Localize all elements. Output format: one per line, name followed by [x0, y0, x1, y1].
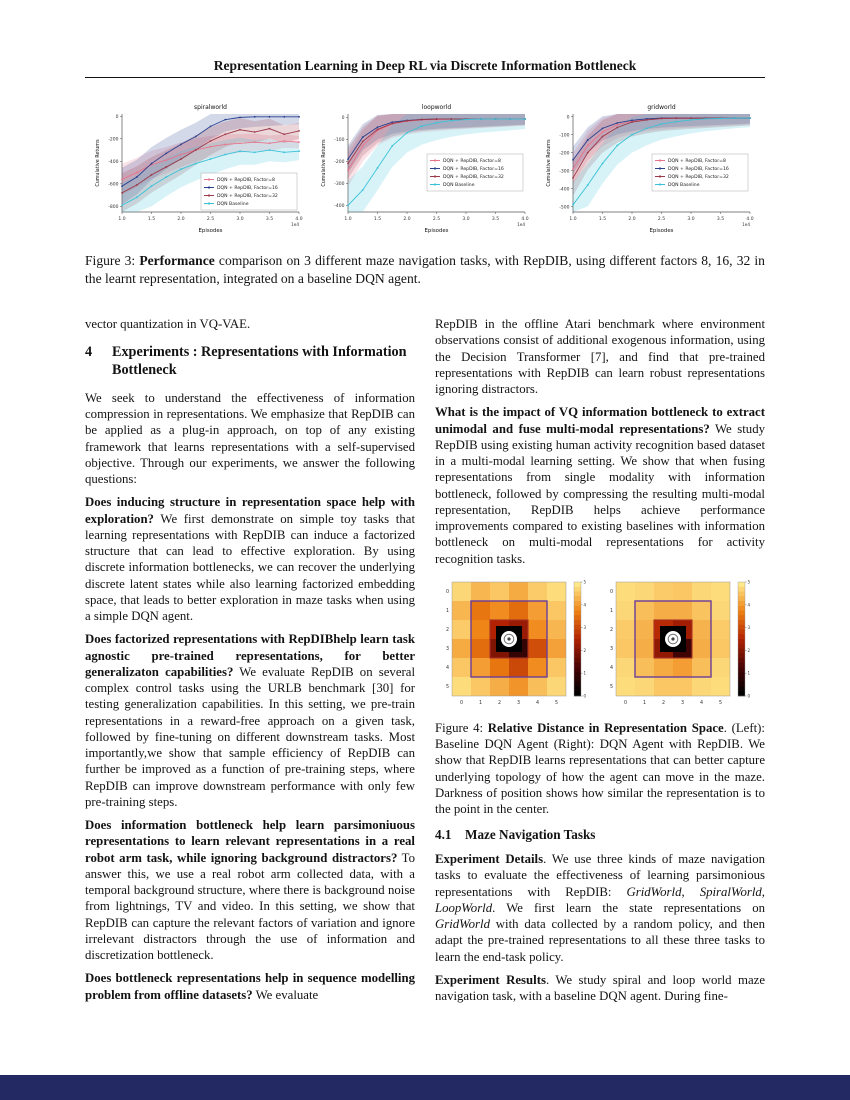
section-title: Experiments : Representations with Information Bottleneck	[112, 344, 407, 378]
svg-text:-100: -100	[333, 138, 344, 144]
svg-text:-300: -300	[559, 169, 570, 175]
figure4-caption: Figure 4: Relative Distance in Representation Space. (Left): Baseline DQN Agent (Right): DQN Agent with RepDIB. We show that RepDIB learns representations that can better capture underlying topology of how the agent can move in the maze. Darkness of position shows how similar the representation is to the point in the center.	[435, 720, 765, 816]
paragraph: RepDIB in the offline Atari benchmark where environment observations consist of additional exogenous information, using the Decision Transformer [7], and find that pre-trained representations with RepDIB can learn robust representations ignoring distractors.	[435, 317, 765, 396]
svg-text:3: 3	[609, 646, 613, 652]
svg-text:-400: -400	[559, 187, 570, 193]
svg-text:2: 2	[497, 700, 502, 706]
figure3	[92, 100, 758, 240]
svg-text:1: 1	[747, 670, 751, 676]
svg-text:4.0: 4.0	[295, 217, 303, 222]
svg-text:1: 1	[583, 670, 587, 676]
svg-text:-300: -300	[333, 182, 344, 188]
svg-text:1.0: 1.0	[569, 217, 577, 222]
svg-text:4: 4	[535, 700, 540, 706]
two-column-body	[85, 316, 765, 1011]
svg-text:-500: -500	[559, 205, 570, 211]
svg-text:1.5: 1.5	[598, 217, 607, 222]
paragraph: Does inducing structure in representation space help with exploration? We first demonstrate on simple toy tasks that learning representations with RepDIB can induce a factorized structure that can lead to effective exploration. By using discrete information bottlenecks, we can recover the underlying discrete latent states while also learning factorized embedding space, that leads to better exploration in maze tasks when using a simple DQN agent.	[85, 495, 415, 623]
svg-text:DQN + RepDIB, Factor=8: DQN + RepDIB, Factor=8	[668, 159, 726, 165]
svg-text:-100: -100	[559, 133, 570, 139]
bottom-dark-bar	[0, 1075, 850, 1100]
svg-text:2: 2	[445, 627, 449, 633]
section-heading	[85, 344, 415, 380]
svg-text:5: 5	[747, 579, 751, 585]
svg-text:2: 2	[747, 647, 751, 653]
svg-text:5: 5	[583, 579, 587, 585]
svg-text:4: 4	[445, 665, 449, 671]
svg-text:0: 0	[566, 115, 570, 121]
svg-text:DQN + RepDIB, Factor=32: DQN + RepDIB, Factor=32	[442, 175, 504, 181]
svg-text:-200: -200	[559, 151, 570, 157]
svg-text:5: 5	[609, 684, 613, 690]
svg-text:4.0: 4.0	[746, 217, 754, 222]
svg-text:0: 0	[583, 693, 587, 699]
svg-text:4: 4	[583, 602, 587, 608]
svg-text:4.0: 4.0	[520, 217, 529, 222]
paragraph: Experiment Results. We study spiral and loop world maze navigation task, with a baseline DQN agent. During fine-	[435, 972, 765, 1004]
svg-text:0: 0	[341, 116, 344, 122]
svg-text:DQN Baseline: DQN Baseline	[442, 183, 475, 189]
paragraph: vector quantization in VQ-VAE.	[85, 317, 251, 331]
svg-text:DQN + RepDIB, Factor=16: DQN + RepDIB, Factor=16	[217, 186, 278, 192]
left-column	[85, 316, 415, 1011]
svg-text:2.0: 2.0	[177, 217, 185, 222]
svg-text:2.5: 2.5	[206, 217, 215, 222]
svg-text:0: 0	[609, 589, 613, 595]
svg-text:3: 3	[583, 624, 587, 630]
baseline-heatmap	[438, 574, 598, 714]
svg-text:3.0: 3.0	[687, 217, 695, 222]
svg-text:3.5: 3.5	[265, 217, 274, 222]
svg-text:3.0: 3.0	[236, 217, 244, 222]
svg-text:3.5: 3.5	[716, 217, 725, 222]
subsection-title: Maze Navigation Tasks	[465, 827, 596, 843]
svg-text:5: 5	[718, 700, 723, 706]
svg-text:0: 0	[115, 114, 119, 120]
svg-text:1: 1	[478, 700, 483, 706]
svg-text:4: 4	[609, 665, 613, 671]
subsection-heading	[435, 827, 765, 844]
svg-text:-200: -200	[333, 160, 344, 166]
svg-text:-200: -200	[108, 137, 119, 143]
svg-text:DQN + RepDIB, Factor=32: DQN + RepDIB, Factor=32	[668, 175, 729, 181]
svg-text:3.0: 3.0	[461, 217, 470, 222]
right-column	[435, 316, 765, 1011]
figure3-caption: Figure 3: Performance comparison on 3 different maze navigation tasks, with RepDIB, using different factors 8, 16, 32 in the learnt representation, integrated on a baseline DQN agent.	[85, 253, 765, 287]
svg-text:-600: -600	[108, 182, 119, 188]
svg-text:1e4: 1e4	[291, 222, 299, 227]
svg-text:2.0: 2.0	[402, 217, 411, 222]
svg-text:Cumulative Returns: Cumulative Returns	[321, 139, 327, 187]
svg-text:DQN + RepDIB, Factor=16: DQN + RepDIB, Factor=16	[668, 167, 729, 173]
svg-text:3: 3	[680, 700, 685, 706]
svg-text:DQN Baseline: DQN Baseline	[217, 202, 249, 208]
svg-text:1e4: 1e4	[516, 222, 525, 227]
paragraph: Does bottleneck representations help in sequence modelling problem from offline datasets? We evaluate	[85, 971, 415, 1002]
svg-text:loopworld: loopworld	[421, 104, 451, 111]
svg-text:Cumulative Returns: Cumulative Returns	[96, 139, 101, 187]
svg-text:0: 0	[445, 589, 449, 595]
svg-text:1.0: 1.0	[118, 217, 126, 222]
paragraph: Does factorized representations with RepDIBhelp learn task agnostic pre-trained representations, for better generalizaton capabilities? We evaluate RepDIB on several complex control tasks using the URLB benchmark [30] for testing generalization capabilities. In this setting, we pre-train representations in a reward-free approach on a given task, followed by fine-tuning on different downstream tasks. Most importantly,we show that sample efficiency of RepDIB can further be improved as a function of pre-training steps, where RepDIB can improve downstream performance with only few pre-training steps.	[85, 632, 415, 809]
svg-text:DQN + RepDIB, Factor=8: DQN + RepDIB, Factor=8	[442, 159, 501, 165]
svg-text:0: 0	[623, 700, 628, 706]
svg-text:4: 4	[699, 700, 704, 706]
section-number: 4	[85, 344, 93, 361]
svg-text:1.5: 1.5	[373, 217, 381, 222]
svg-text:1: 1	[609, 608, 613, 614]
header-rule	[85, 77, 765, 78]
svg-text:gridworld: gridworld	[647, 104, 676, 111]
svg-text:spiralworld: spiralworld	[194, 104, 227, 111]
svg-text:DQN + RepDIB, Factor=32: DQN + RepDIB, Factor=32	[217, 194, 278, 200]
svg-text:0: 0	[459, 700, 464, 706]
svg-text:2: 2	[661, 700, 666, 706]
svg-text:5: 5	[445, 684, 449, 690]
loopworld-chart	[318, 100, 533, 240]
figure4	[435, 574, 765, 714]
paragraph: We seek to understand the effectiveness of information compression in representations. We emphasize that RepDIB can be applied as a plug-in approach, on top of any existing framework that learns representations with a self-supervised objective. Through our experiments, we answer the following questions:	[85, 390, 415, 486]
svg-text:5: 5	[554, 700, 559, 706]
svg-text:1e4: 1e4	[742, 222, 750, 227]
svg-text:Episodes: Episodes	[198, 228, 223, 234]
svg-text:Episodes: Episodes	[424, 228, 448, 234]
svg-text:2.5: 2.5	[657, 217, 666, 222]
svg-text:-400: -400	[333, 204, 344, 210]
svg-text:1.0: 1.0	[343, 217, 352, 222]
gridworld-chart	[543, 100, 758, 240]
svg-text:3: 3	[747, 624, 751, 630]
svg-text:2: 2	[609, 627, 613, 633]
svg-text:Cumulative Returns: Cumulative Returns	[547, 139, 552, 187]
svg-text:2.0: 2.0	[628, 217, 636, 222]
paragraph: Does information bottleneck help learn parsimoniuous representations to learn relevant representations in a real robot arm task, while ignoring background distractors? To answer this, we use a real robot arm collected data, with a temporal background structure, where there is background noise from lightnings, TV and video. In this setting, we show that RepDIB can capture the relevant factors of variation and ignore irrelevant distractors through the use of information and discretization bottleneck.	[85, 818, 415, 962]
svg-text:3.5: 3.5	[491, 217, 499, 222]
svg-text:-400: -400	[108, 160, 119, 166]
svg-text:Episodes: Episodes	[649, 228, 674, 234]
svg-text:-800: -800	[108, 205, 119, 211]
svg-text:1: 1	[445, 608, 449, 614]
svg-text:DQN + RepDIB, Factor=16: DQN + RepDIB, Factor=16	[442, 167, 504, 173]
svg-text:4: 4	[747, 602, 751, 608]
svg-text:3: 3	[516, 700, 521, 706]
svg-text:3: 3	[445, 646, 449, 652]
repdib-heatmap	[602, 574, 762, 714]
svg-text:DQN + RepDIB, Factor=8: DQN + RepDIB, Factor=8	[217, 178, 275, 184]
svg-text:2.5: 2.5	[432, 217, 440, 222]
svg-text:DQN Baseline: DQN Baseline	[668, 183, 700, 189]
svg-text:2: 2	[583, 647, 587, 653]
svg-text:1.5: 1.5	[147, 217, 156, 222]
paragraph: What is the impact of VQ information bottleneck to extract unimodal and fuse multi-modal representations? We study RepDIB using existing human activity recognition based dataset in a multi-modal learning setting. We show that when fusing representations from single modality with information bottleneck, followed by compressing the resulting multi-modal representation, RepDIB helps achieve performance improvements compared to existing baselines with information bottleneck on multi-modal representations for activity recognition tasks.	[435, 405, 765, 566]
svg-text:1: 1	[642, 700, 647, 706]
running-head-title: Representation Learning in Deep RL via Discrete Information Bottleneck	[213, 58, 637, 73]
subsection-number: 4.1	[435, 827, 452, 843]
spiralworld-chart	[92, 100, 307, 240]
svg-text:0: 0	[747, 693, 751, 699]
paragraph: Experiment Details. We use three kinds of maze navigation tasks to evaluate the effectiveness of learning parsimonious representations with RepDIB: GridWorld, SpiralWorld, LoopWorld. We first learn the state representations on GridWorld with data collected by a random policy, and then adapt the pre-trained representations to all these three tasks to learn the end-task policy.	[435, 852, 765, 964]
